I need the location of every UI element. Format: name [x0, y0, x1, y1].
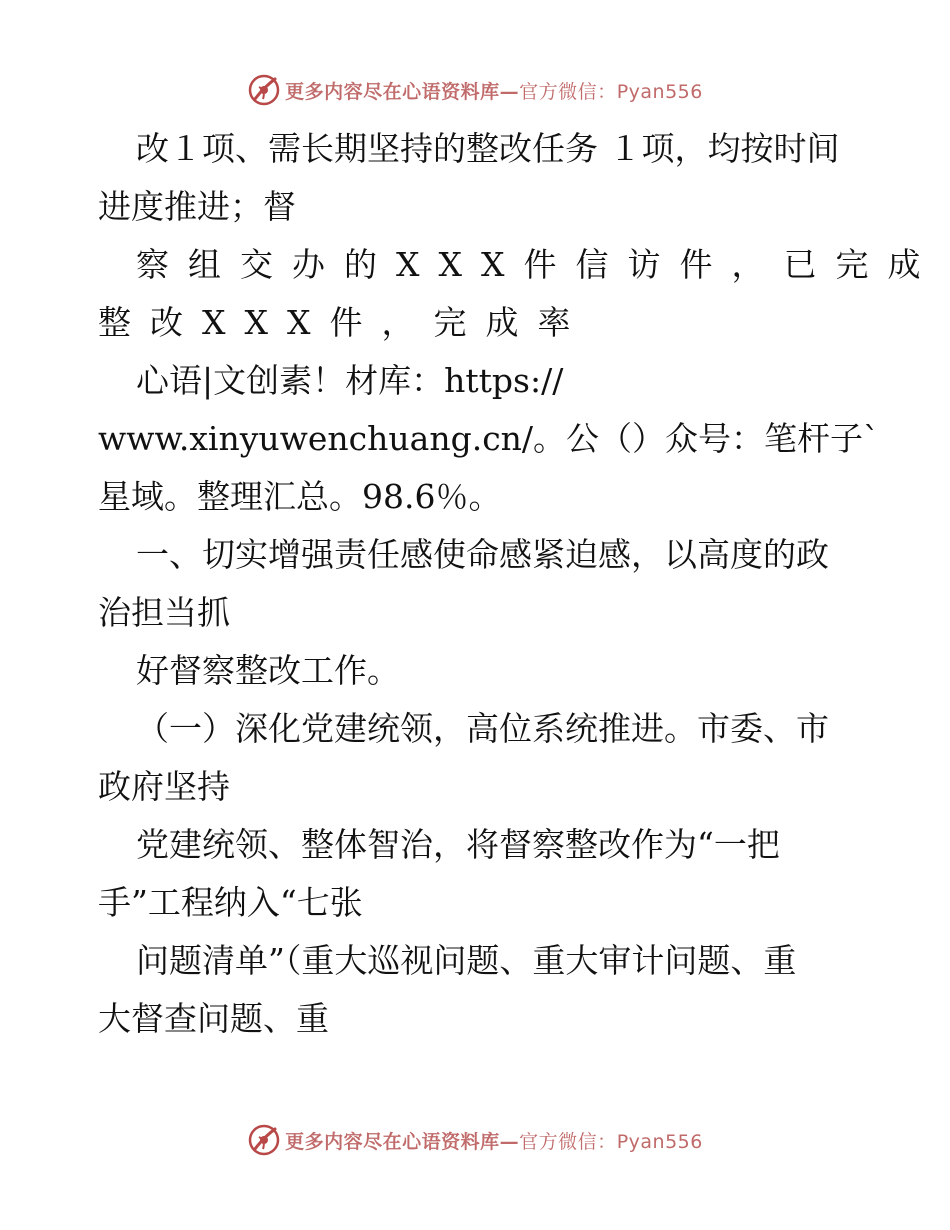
brush-logo-icon [247, 73, 281, 107]
footer-watermark-banner [0, 1120, 950, 1160]
text-line: 整改XXX件，完成率 [98, 303, 590, 342]
text-line: 党建统领、整体智治，将督察整改作为“一把 [136, 825, 780, 864]
text-line: 进度推进；督 [98, 187, 296, 226]
text-line: 问题清单”（重大巡视问题、重大审计问题、重 [136, 941, 797, 980]
footer-banner-text [285, 1127, 703, 1154]
text-line: 政府坚持 [98, 767, 230, 806]
footer-wechat-id: Pyan556 [616, 1130, 703, 1153]
text-line: 好督察整改工作。 [136, 651, 400, 690]
text-line: 心语|文创素！材库：https:// [136, 361, 564, 400]
text-line: www.xinyuwenchuang.cn/。公（）众号：笔杆子` [98, 419, 880, 458]
footer-banner-dash: — [499, 1130, 520, 1153]
text-line: 手”工程纳入“七张 [98, 883, 363, 922]
text-line: （一）深化党建统领，高位系统推进。市委、市 [136, 709, 829, 748]
header-wechat-label: 官方微信： [519, 80, 617, 103]
header-banner-text [285, 77, 703, 104]
text-line: 察组交办的XXX件信访件，已完成 [136, 245, 940, 284]
footer-banner-main: 更多内容尽在心语资料库 [285, 1130, 500, 1153]
text-line: 星域。整理汇总。98.6％。 [98, 477, 502, 516]
header-banner-main: 更多内容尽在心语资料库 [285, 80, 500, 103]
footer-wechat-label: 官方微信： [519, 1130, 617, 1153]
header-watermark-banner [0, 70, 950, 110]
header-banner-dash: — [499, 80, 520, 103]
header-wechat-id: Pyan556 [616, 80, 703, 103]
text-line: 改１项、需长期坚持的整改任务 １项，均按时间 [136, 129, 840, 168]
text-line: 一、切实增强责任感使命感紧迫感，以高度的政 [136, 535, 829, 574]
brush-logo-icon [247, 1123, 281, 1157]
text-line: 大督查问题、重 [98, 999, 329, 1038]
text-line: 治担当抓 [98, 593, 230, 632]
document-body [98, 120, 940, 1048]
